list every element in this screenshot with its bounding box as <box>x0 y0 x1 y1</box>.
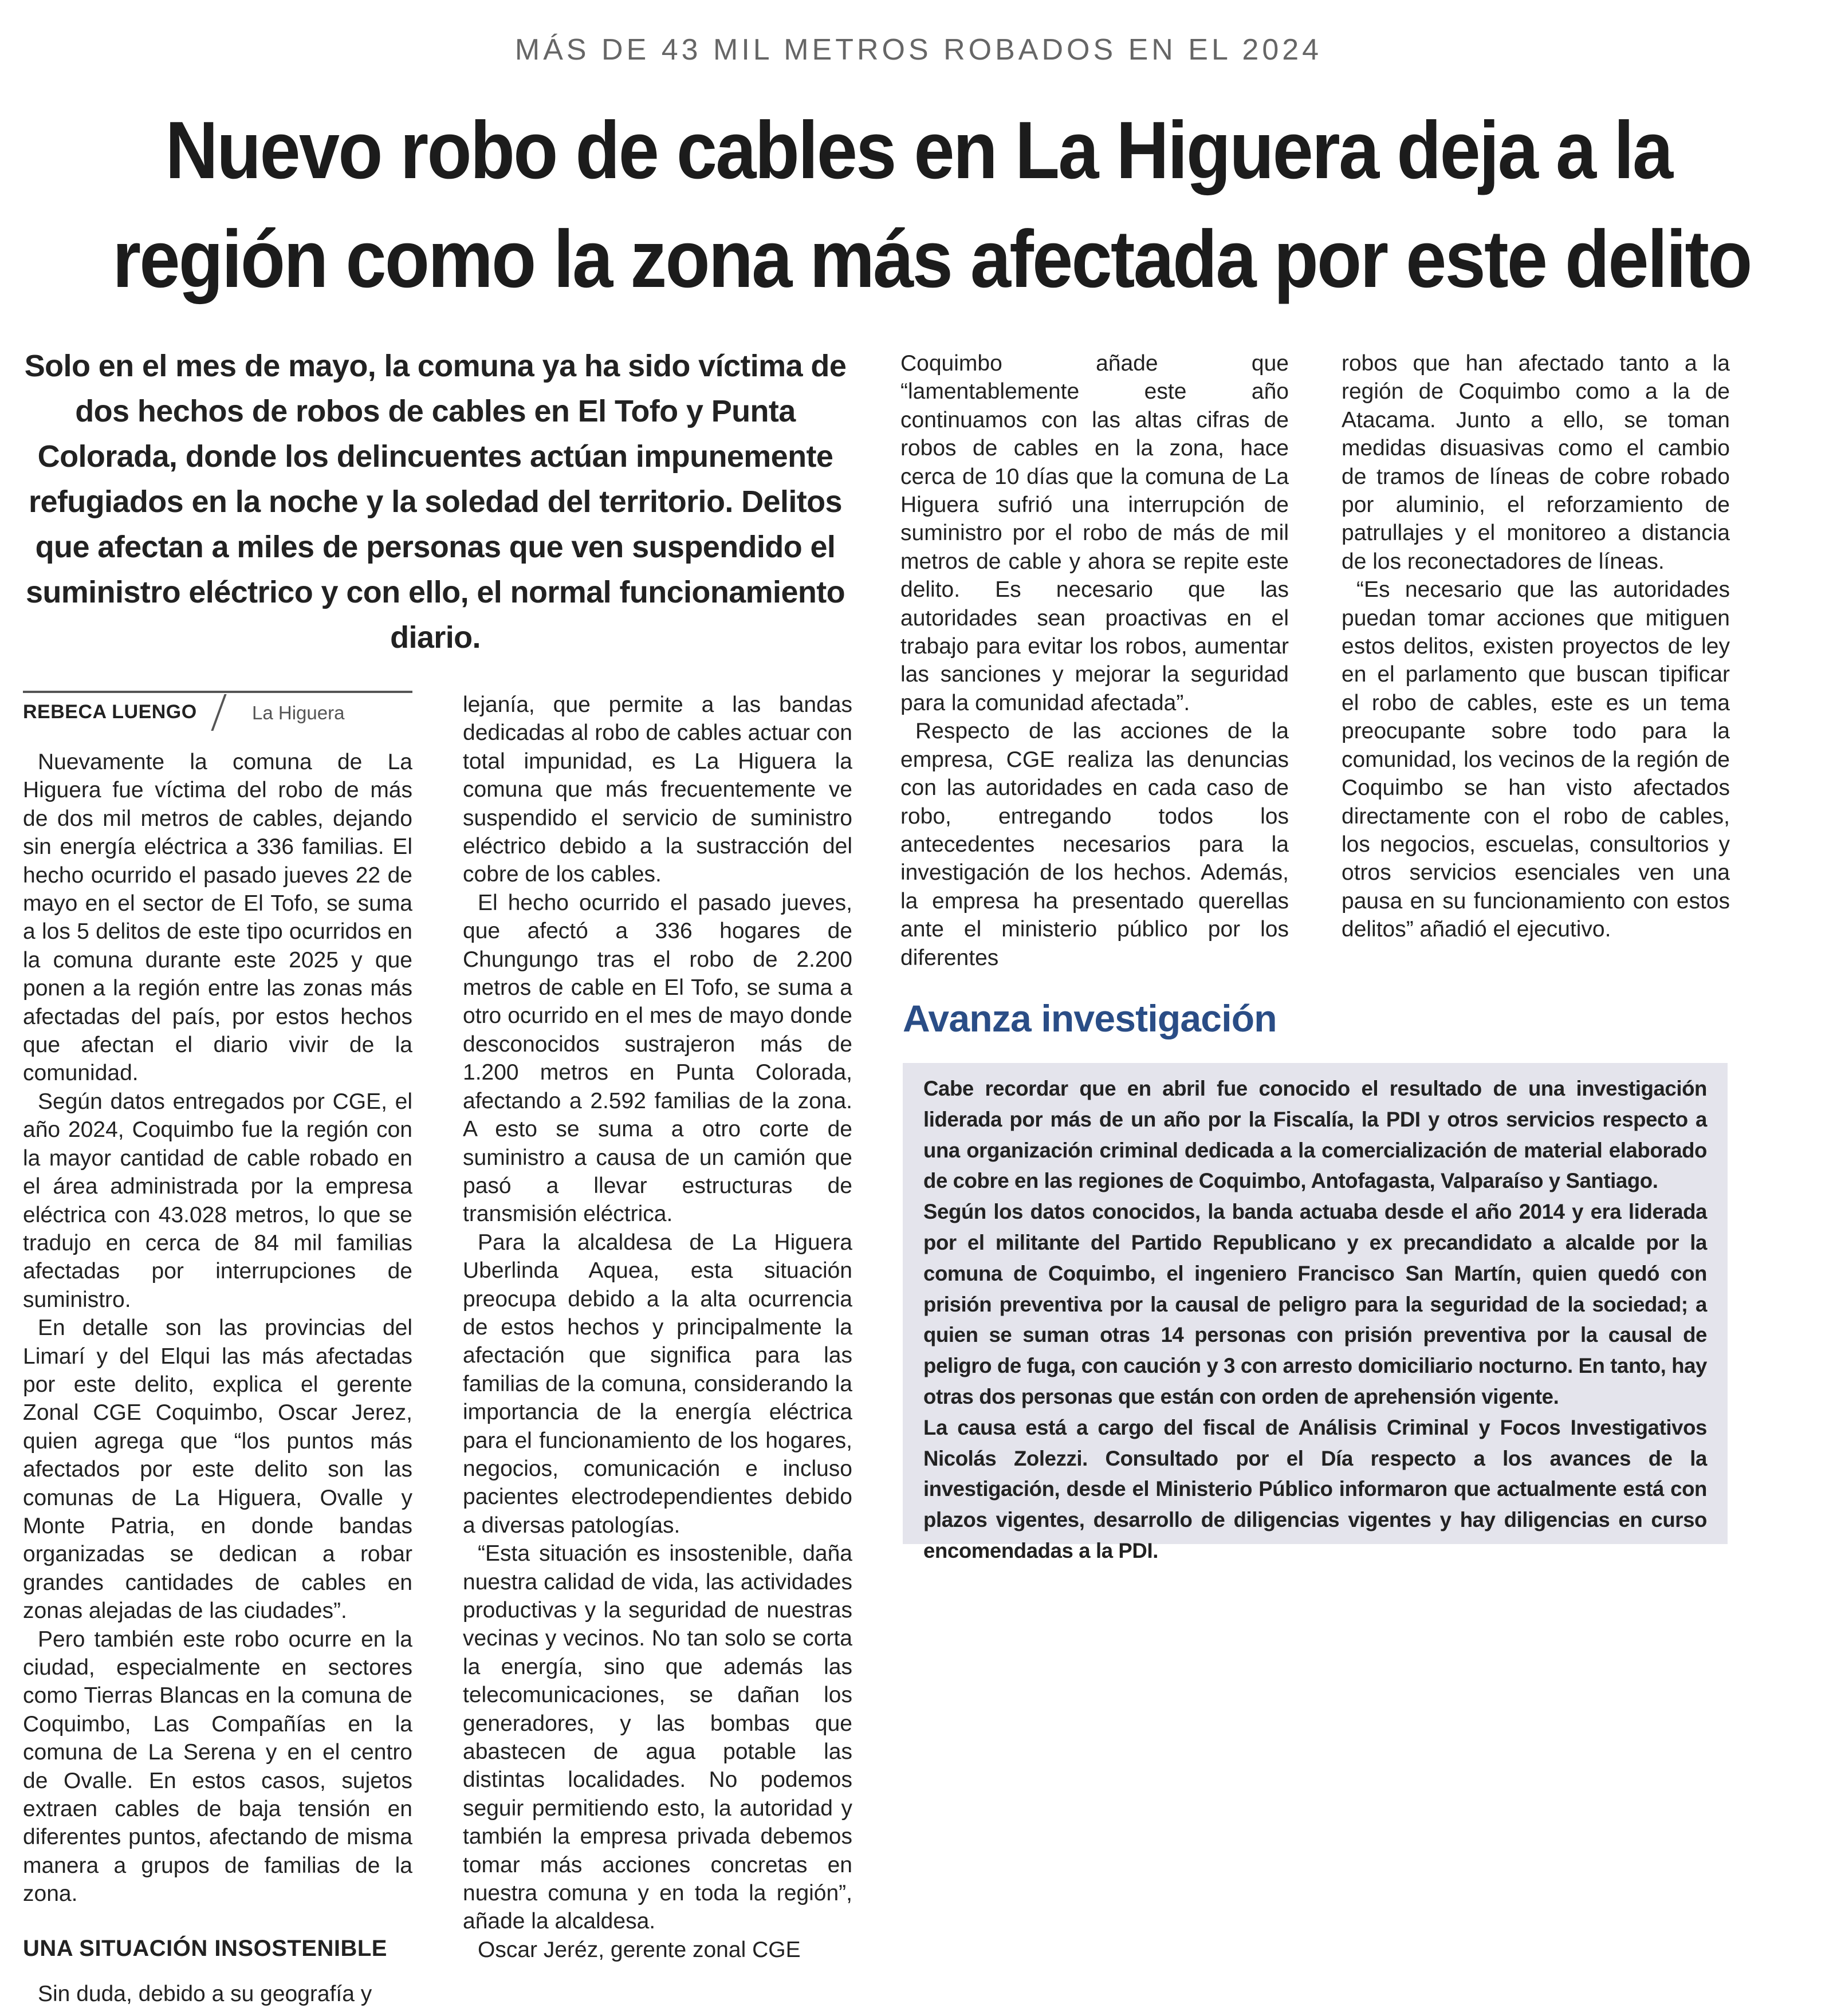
body-paragraph: Respecto de las acciones de la empresa, CGE realiza las denuncias con las autoridades en cada caso de robo, entregando todos los antecedentes necesarios para la investigación de los hechos. Además, la empresa ha presentado querellas ante el ministerio público por los diferentes <box>900 719 1289 970</box>
headline-line-2: región como la zona más afectada por este delito <box>112 214 1751 305</box>
body-paragraph: Oscar Jeréz, gerente zonal CGE <box>478 1937 801 1962</box>
headline <box>112 96 1751 314</box>
body-column-4 <box>1342 349 1730 944</box>
body-paragraph: El hecho ocurrido el pasado jueves, que afectó a 336 hogares de Chungungo tras el robo de 2.200 metros de cable en El Tofo, se suma a otro ocurrido en el mes de mayo donde desconocidos sustrajeron más de 1.200 metros en Punta Colorada, afectando a 2.592 familias de la zona. A esto se suma a otro corte de suministro a causa de un camión que pasó a llevar estructuras de transmisión eléctrica. <box>463 890 852 1227</box>
byline-author: REBECA LUENGO <box>23 701 197 723</box>
body-paragraph: Sin duda, debido a su geografía y <box>38 1982 372 2007</box>
body-paragraph: “Es necesario que las autoridades puedan tomar acciones que mitiguen estos delitos, existen proyectos de ley en el parlamento que buscan tipificar el robo de cables, este es un tema preocupante sobre todo para la comunidad, los vecinos de la región de Coquimbo se han visto afectados directamente con el robo de cables, los negocios, escuelas, consultorios y otros servicios esenciales ven una pausa en su funcionamiento con estos delitos” añadió el ejecutivo. <box>1342 577 1730 942</box>
byline-divider <box>211 694 226 731</box>
body-paragraph: Para la alcaldesa de La Higuera Uberlinda Aquea, esta situación preocupa debido a la alta ocurrencia de estos hechos y principalmente la afectación que significa para las familias de la comuna, considerando la importancia de la energía eléctrica para el funcionamiento de los hogares, negocios, comunicación e incluso pacientes electrodependientes debido a diversas patologías. <box>463 1230 852 1538</box>
byline <box>23 691 412 733</box>
body-paragraph: Según datos entregados por CGE, el año 2024, Coquimbo fue la región con la mayor cantidad de cable robado en el área administrada por la empresa eléctrica con 43.028 metros, lo que se tradujo en cerca de 84 mil familias afectadas por interrupciones de suministro. <box>23 1089 412 1312</box>
body-column-2 <box>463 691 852 1964</box>
body-column-1 <box>23 748 412 2008</box>
body-column-3 <box>900 349 1289 972</box>
body-paragraph: Nuevamente la comuna de La Higuera fue víctima del robo de más de dos mil metros de cables, dejando sin energía eléctrica a 336 familias. El hecho ocurrido el pasado jueves 22 de mayo en el sector de El Tofo, se suma a los 5 delitos de este tipo ocurridos en la comuna durante este 2025 y que ponen a la región entre las zonas más afectadas del país, por estos hechos que afectan el diario vivir de la comunidad. <box>23 750 412 1086</box>
body-paragraph: robos que han afectado tanto a la región de Coquimbo como a la de Atacama. Junto a ello, se toman medidas disuasivas como el cambio de tramos de líneas de cobre robado por aluminio, el reforzamiento de patrullajes y el monitoreo a distancia de los reconectadores de líneas. <box>1342 351 1730 574</box>
sidebar-paragraph: Según los datos conocidos, la banda actuaba desde el año 2014 y era liderada por el militante del Partido Republicano y ex precandidato a alcalde por la comuna de Coquimbo, el ingeniero Francisco San Martín, quien quedó con prisión preventiva por la causal de peligro para la seguridad de la sociedad; a quien se suman otras 14 personas con prisión preventiva por la causal de peligro de fuga, con caución y 3 con arresto domiciliario nocturno. En tanto, hay otras dos personas que están con orden de aprehensión vigente. <box>923 1200 1707 1408</box>
headline-line-1: Nuevo robo de cables en La Higuera deja a la <box>165 105 1672 196</box>
sidebar-title: Avanza investigación <box>903 997 1277 1040</box>
lede: Solo en el mes de mayo, la comuna ya ha sido víctima de dos hechos de robos de cables en El Tofo y Punta Colorada, donde los delincuentes actúan impunemente refugiados en la noche y la soledad del territorio. Delitos que afectan a miles de personas que ven suspendido el suministro eléctrico y con ello, el normal funcionamiento diario. <box>24 349 847 655</box>
body-paragraph: En detalle son las provincias del Limarí y del Elqui las más afectadas por este delito, explica el gerente Zonal CGE Coquimbo, Oscar Jerez, quien agrega que “los puntos más afectados por este delito son las comunas de La Higuera, Ovalle y Monte Patria, en donde bandas organizadas se dedican a robar grandes cantidades de cables en zonas alejadas de las ciudades”. <box>23 1316 412 1624</box>
sidebar-paragraph: La causa está a cargo del fiscal de Análisis Criminal y Focos Investigativos Nicolás Zolezzi. Consultado por el Día respecto a los avances de la investigación, desde el Ministerio Público informaron que actualmente está con plazos vigentes, desarrollo de diligencias vigentes y hay diligencias en curso encomendadas a la PDI. <box>923 1415 1707 1562</box>
sidebar-box <box>903 1063 1728 1562</box>
sidebar-paragraph: Cabe recordar que en abril fue conocido el resultado de una investigación liderada por más de un año por la Fiscalía, la PDI y otros servicios respecto a una organización criminal dedicada a la comercialización de material elaborado de cobre en las regiones de Coquimbo, Antofagasta, Valparaíso y Santiago. <box>923 1077 1707 1193</box>
kicker: MÁS DE 43 MIL METROS ROBADOS EN EL 2024 <box>514 33 1323 66</box>
body-paragraph: lejanía, que permite a las bandas dedicadas al robo de cables actuar con total impunidad, es La Higuera la comuna que más frecuentemente ve suspendido el servicio de suministro eléctrico debido a la sustracción del cobre de los cables. <box>463 692 852 887</box>
byline-location: La Higuera <box>252 702 345 723</box>
body-paragraph: “Esta situación es insostenible, daña nuestra calidad de vida, las actividades productivas y la seguridad de nuestras vecinas y vecinos. No tan solo se corta la energía, sino que además las telecomunicaciones, se dañan los generadores, y las bombas que abastecen de agua potable las distintas localidades. No podemos seguir permitiendo esto, la autoridad y también la empresa privada debemos tomar más acciones concretas en nuestra comuna y en toda la región”, añade la alcaldesa. <box>463 1541 852 1934</box>
subheading: UNA SITUACIÓN INSOSTENIBLE <box>23 1935 387 1961</box>
body-paragraph: Pero también este robo ocurre en la ciudad, especialmente en sectores como Tierras Blancas en la comuna de Coquimbo, Las Compañías en la comuna de La Serena y en el centro de Ovalle. En estos casos, sujetos extraen cables de baja tensión en diferentes puntos, afectando de misma manera a grupos de familias de la zona. <box>23 1627 412 1907</box>
body-paragraph: Coquimbo añade que “lamentablemente este año continuamos con las altas cifras de robos de cables en la zona, hace cerca de 10 días que la comuna de La Higuera sufrió una interrupción de suministro por el robo de más de mil metros de cable y ahora se repite este delito. Es necesario que las autoridades sean proactivas en el trabajo para evitar los robos, aumentar las sanciones y mejorar la seguridad para la comunidad afectada”. <box>900 351 1289 715</box>
